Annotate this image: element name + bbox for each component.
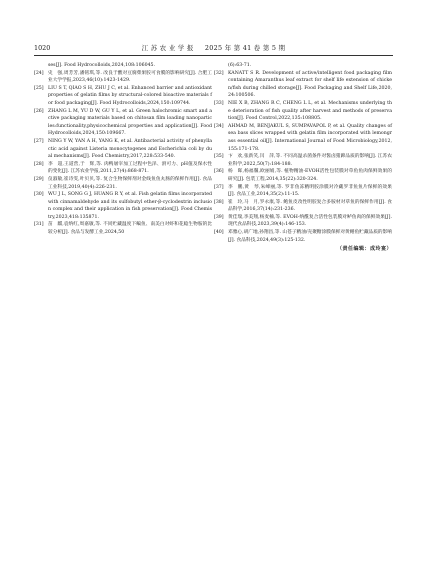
reference-number: [27] <box>34 138 44 144</box>
reference-text: AHMAD M, BENJAKUL S, SUMPAVAPOL P, et al. Quality changes of sea bass slices wrapped with gelatin film incorporated with lemongrass essential oil[J]. International Journal of Food Microbiology,2012,155:171-178. <box>228 123 392 152</box>
reference-entry <box>214 214 392 229</box>
reference-entry <box>214 70 392 100</box>
reference-text: NING Y W, YAN A H, YANG K, et al. Antibacterial activity of phenyllactic acid against Listeria monocytogenes and Escherichia coli by dual mechanisms[J]. Food Chemistry,2017,228:533-540. <box>48 138 212 160</box>
reference-entry <box>34 108 212 138</box>
reference-entry <box>34 161 212 176</box>
page-number: 1020 <box>34 44 51 52</box>
reference-number: [32] <box>214 70 224 76</box>
reference-text: 邓雅心,胡广地,孙翔昌,等. 山苍子精油/壳聚糖涂膜保鲜对黄鳝鱼贮藏品质的影响[J]. 食品科技,2024,49(3):125-132. <box>228 230 392 243</box>
journal-title: 江 苏 农 业 学 报 2025 年 第 41 卷 第 5 期 <box>141 44 286 52</box>
reference-number: [26] <box>34 108 44 114</box>
reference-text: 苗 麒,袁纳红,周嘉敏,等. 不同贮藏温度下鳊鱼、南美白对虾和花鲶生物胺的比较分析[J]. 食品与发酵工业,2024,50 <box>48 222 212 236</box>
reference-text: LIU S T, QIAO S H, ZHU J C, et al. Enhanced barrier and antioxidant properties of gelatin films by structural-colored bioactive materials for food packaging[J]. Food Hydrocolloids,2024,150:109744. <box>48 85 212 106</box>
reference-number: [29] <box>34 176 44 182</box>
reference-entry <box>214 229 392 244</box>
reference-text: 崔 玲,马 月,罗永康,等. 鲍鱼皮改性明胶复合多胺材对草鱼的保鲜作用[J]. 食品科学,2016,37(14):231-236. <box>228 199 392 213</box>
reference-continuation: ses[J]. Food Hydrocolloids,2024,108:106045. <box>48 63 156 68</box>
reference-number: [31] <box>34 222 44 228</box>
reference-text: WU J L, SONG G J, HUANG R Y, et al. Fish gelatin films incorporated with cinnamaldehyde and its sulfobutyl ether-β-cyclodextrin inclusion complex and their application in fish preservation[J]. Food Chemistry,2023,418:135871. <box>48 192 212 220</box>
reference-number: [28] <box>34 161 44 167</box>
reference-number: [40] <box>214 230 224 236</box>
reference-text: 李 鹏,黄 琴,朱峰丽,等. 罗非鱼冻精明胶涂膜对冷藏罗非鱼鱼片保鲜的效果[J]. 食品工业,2014,35(2):11-15. <box>228 184 392 198</box>
reference-continuation: (6):63-71. <box>228 63 252 68</box>
editor-note: （责任编辑：成玲宴） <box>336 246 392 253</box>
reference-entry <box>214 100 392 123</box>
left-column <box>34 62 212 237</box>
reference-number: [36] <box>214 169 224 175</box>
reference-number: [33] <box>214 100 224 106</box>
reference-text: 仪淑敏,崔诗雯,叶贝贝,等. 复合生物保鲜剂对金线鱼鱼丸肠的保鲜作用[J]. 食品工业科技,2019,40(4):226-231. <box>48 176 212 190</box>
reference-text: 李 超,王道营,于 辉,等. 肉鸭屠宰加工过程中色泽、滑可力、pH值及保水性的变化[J]. 江苏农业学报,2011,27(4):868-871. <box>48 161 212 175</box>
reference-number: [30] <box>34 192 44 198</box>
reference-entry <box>214 123 392 153</box>
page-header <box>34 44 393 52</box>
reference-number: [35] <box>214 154 224 160</box>
reference-number: [39] <box>214 214 224 220</box>
reference-text: NIE X B, ZHANG R C, CHENG L L, et al. Mechanisms underlying the deterioration of fish quality after harvest and methods of preservation[J]. Food Control,2022,135:108805. <box>228 100 392 122</box>
reference-text: 黄佳瑞,李美翔,杨麦楠,等. EVOH-纳酰复合活性包装膜对鲈鱼肉的保鲜效果[J]. 现代食品科技,2023,39(4):146-153. <box>228 214 392 228</box>
reference-entry <box>34 176 212 191</box>
reference-number: [37] <box>214 184 224 190</box>
right-column <box>214 62 392 254</box>
reference-number: [25] <box>34 85 44 91</box>
reference-entry <box>214 153 392 168</box>
reference-entry <box>34 70 212 85</box>
reference-entry <box>34 85 212 108</box>
reference-number: [34] <box>214 123 224 129</box>
reference-text: 杨 晖,杨福馨,欧丽娟,等. 植物精油-EVOH活性包装膜对草鱼鱼肉保鲜效果的研究[J]. 包装工程,2014,35(22):320-324. <box>228 169 392 182</box>
reference-entry <box>34 191 212 221</box>
reference-list <box>34 70 212 237</box>
reference-number: [38] <box>214 199 224 205</box>
reference-entry <box>34 138 212 161</box>
reference-entry <box>214 199 392 214</box>
reference-entry <box>34 221 212 236</box>
reference-text: ZHANG L M, YU D W, GU Y L, et al. Green halochromic smart and active packaging materials based on chitosan film loading nanoparticles:functionality,physicochemical properties and application[J]. Food Hydrocolloids,2024,150:109667. <box>48 108 212 137</box>
reference-text: 卞 欢,张新笑,闫 萍,等. 不同高温杀菌条件对酱卤猪蹄品质的影响[J]. 江苏农业科学,2022,50(7):184-188. <box>228 154 392 167</box>
reference-text: KANATT S R. Development of active/intelligent food packaging film containing Amaranthus leaf extract for shelf life extension of chicken/fish during chilled storage[J]. Food Packaging and Shelf Life,2020,24:100506. <box>228 70 392 99</box>
reference-entry <box>214 184 392 199</box>
reference-entry <box>214 168 392 183</box>
header-rule <box>34 55 393 56</box>
reference-list <box>214 70 392 245</box>
reference-number: [24] <box>34 70 44 76</box>
reference-text: 史 强,周芳芳,潘铭琪,等. 改良于酸对豆腐柴果胶可食膜的影响研究[J]. 合肥工业大学学报,2023,46(10):1423-1429. <box>48 70 212 84</box>
